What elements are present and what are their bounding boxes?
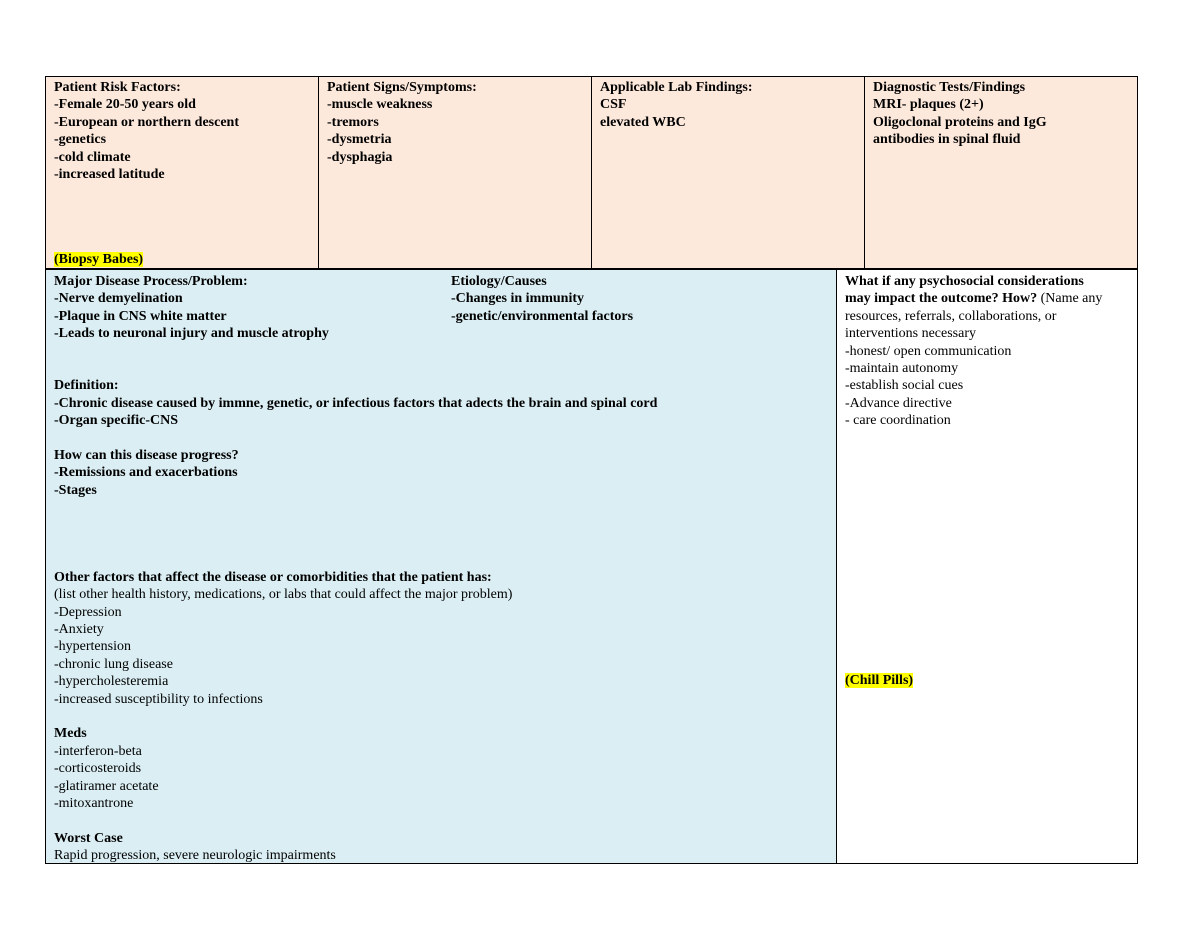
comorbidity-item: -chronic lung disease [54,656,173,672]
risk-factor-item: -Female 20-50 years old [54,97,196,113]
psychosocial-item: -maintain autonomy [845,361,959,377]
risk-factor-item: -cold climate [54,149,131,165]
risk-factors-heading: Patient Risk Factors: [54,80,181,95]
diagnostic-item: Oligoclonal proteins and IgG [873,114,1047,130]
meds-heading: Meds [54,726,87,742]
definition-item: -Chronic disease caused by immne, genetic, or infectious factors that adects the brain and spinal cord [54,395,658,411]
risk-factor-item: -increased latitude [54,167,165,183]
signs-symptoms-heading: Patient Signs/Symptoms: [327,80,477,95]
group-tag-chill-pills: (Chill Pills) [845,673,914,688]
other-factors-subheading: (list other health history, medications, or labs that could affect the major problem) [54,587,513,603]
lab-finding-item: CSF [600,97,627,113]
group-tag-biopsy-babes: (Biopsy Babes) [54,251,144,267]
lab-finding-item: elevated WBC [600,114,686,130]
psychosocial-item: -honest/ open communication [845,343,1012,359]
signs-symptoms-cell [319,77,592,268]
symptom-item: -muscle weakness [327,97,433,113]
med-item: -mitoxantrone [54,796,134,812]
etiology-heading: Etiology/Causes [451,274,547,289]
worst-case-text: Rapid progression, severe neurologic impairments [54,848,336,864]
progression-item: -Remissions and exacerbations [54,465,238,481]
worst-case-heading: Worst Case [54,830,123,846]
psychosocial-heading-line: What if any psychosocial considerations [845,274,1084,289]
med-item: -interferon-beta [54,743,142,759]
psychosocial-item: -establish social cues [845,378,964,394]
psychosocial-section [845,273,1102,430]
diagnostic-tests-heading: Diagnostic Tests/Findings [873,80,1026,95]
diagnostic-tests-cell [865,77,1137,268]
diagnostic-item: antibodies in spinal fluid [873,132,1021,148]
med-item: -corticosteroids [54,761,142,777]
med-item: -glatiramer acetate [54,778,159,794]
disease-process-section [54,273,657,865]
definition-item: -Organ specific-CNS [54,413,179,429]
comorbidity-item: -hypercholesteremia [54,674,169,690]
disease-process-item: -Plaque in CNS white matter [54,308,227,324]
definition-heading: Definition: [54,378,119,394]
symptom-item: -dysphagia [327,149,393,165]
symptom-item: -tremors [327,114,379,130]
disease-process-item: -Leads to neuronal injury and muscle atrophy [54,326,329,342]
progression-item: -Stages [54,482,97,498]
progression-heading: How can this disease progress? [54,448,239,464]
etiology-item: -Changes in immunity [451,291,585,307]
lab-findings-heading: Applicable Lab Findings: [600,80,753,95]
psychosocial-note: interventions necessary [845,326,977,342]
disease-process-item: -Nerve demyelination [54,291,183,307]
risk-factors-cell [46,77,319,268]
etiology-section [451,273,633,325]
symptom-item: -dysmetria [327,132,392,148]
psychosocial-note: (Name any [1037,291,1103,307]
comorbidity-item: -increased susceptibility to infections [54,691,263,707]
psychosocial-note: resources, referrals, collaborations, or [845,308,1057,324]
risk-factor-item: -genetics [54,132,107,148]
lab-findings-cell [592,77,865,268]
psychosocial-heading-line: may impact the outcome? How? [845,291,1038,307]
etiology-item: -genetic/environmental factors [451,308,634,324]
risk-factor-item: -European or northern descent [54,114,239,130]
comorbidity-item: -Anxiety [54,622,104,638]
psychosocial-panel [836,269,1138,864]
disease-process-panel [45,269,838,864]
psychosocial-item: - care coordination [845,413,951,429]
disease-process-heading: Major Disease Process/Problem: [54,274,248,289]
other-factors-heading: Other factors that affect the disease or comorbidities that the patient has: [54,569,492,585]
comorbidity-item: -Depression [54,604,122,620]
comorbidity-item: -hypertension [54,639,131,655]
diagnostic-item: MRI- plaques (2+) [873,97,984,113]
psychosocial-item: -Advance directive [845,395,952,411]
top-row-table [45,76,1138,269]
